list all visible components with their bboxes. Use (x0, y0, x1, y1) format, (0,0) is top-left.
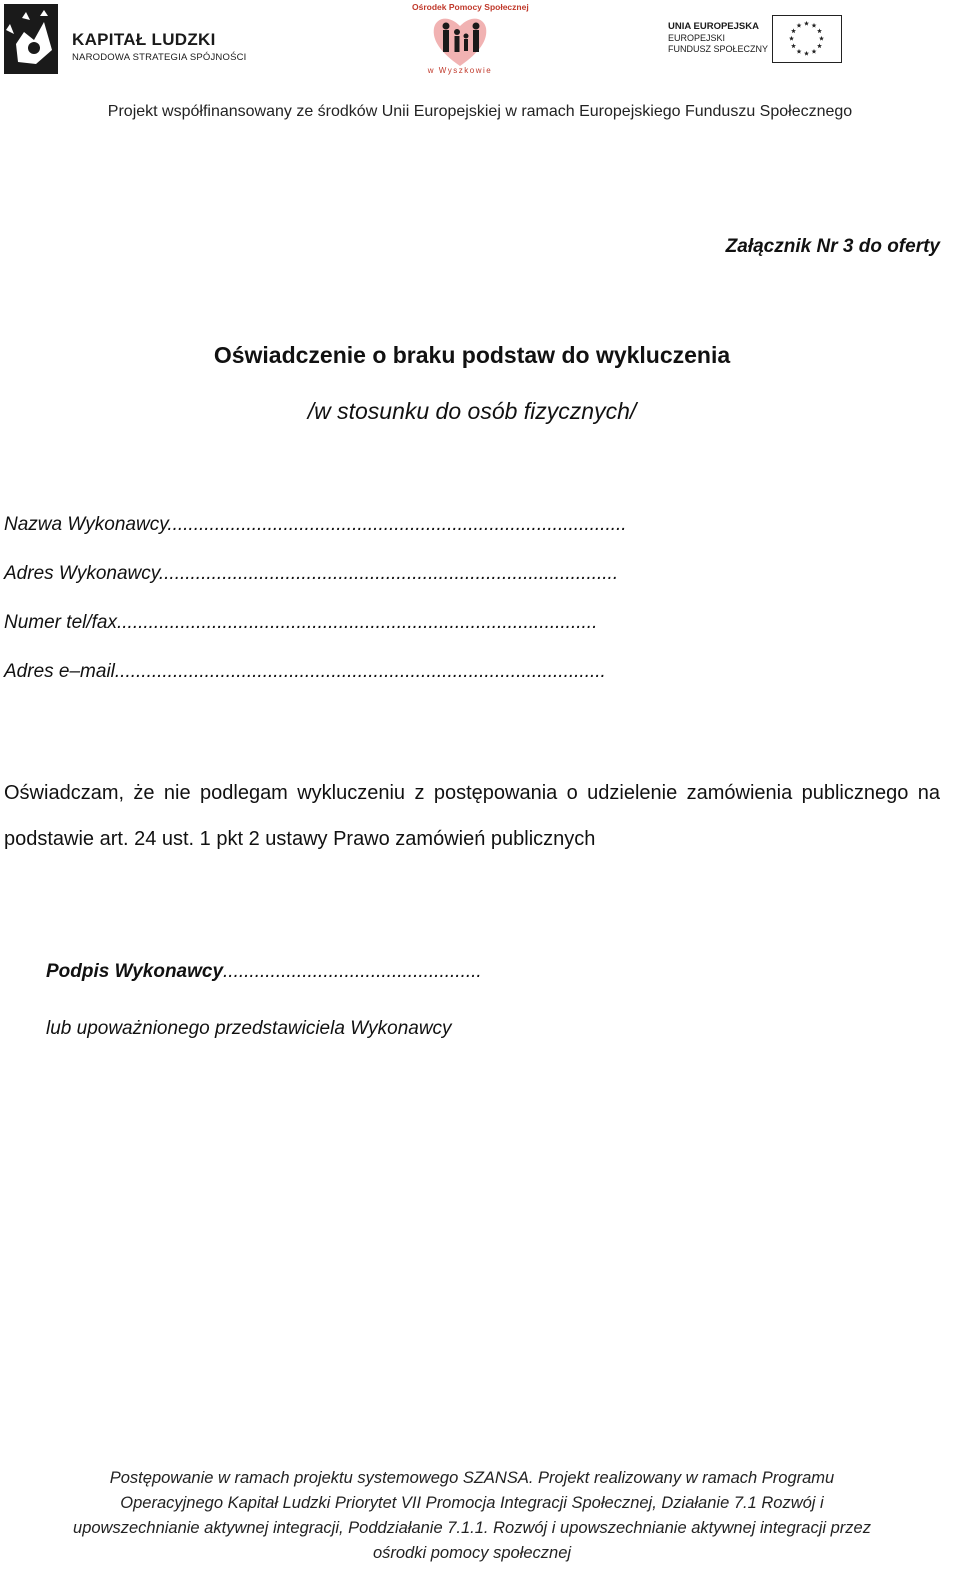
document-subtitle: /w stosunku do osób fizycznych/ (307, 398, 637, 424)
eu-star-icon (804, 21, 809, 26)
eu-line-1: UNIA EUROPEJSKA (668, 21, 759, 32)
eu-star-icon (812, 49, 817, 54)
footer-line: Operacyjnego Kapitał Ludzki Priorytet VII Promocja Integracji Społecznej, Działanie 7.1 Rozwój i (120, 1494, 824, 1512)
kapital-ludzki-subtitle: NARODOWA STRATEGIA SPÓJNOŚCI (72, 52, 247, 63)
footer-line: upowszechnianie aktywnej integracji, Poddziałanie 7.1.1. Rozwój i upowszechnianie aktywnej integracji przez (73, 1519, 871, 1537)
eu-star-icon (797, 23, 802, 28)
signature-label: Podpis Wykonawcy (46, 961, 224, 982)
eu-star-icon (817, 28, 822, 33)
field-contractor-name (4, 514, 627, 536)
ops-logo-top-text: Ośrodek Pomocy Społecznej (412, 2, 529, 12)
eu-line-2: EUROPEJSKI (668, 33, 726, 43)
kapital-ludzki-emblem-icon (4, 4, 68, 76)
eu-star-icon (791, 28, 796, 33)
field-label: Adres Wykonawcy (4, 563, 159, 584)
eu-star-icon (804, 51, 809, 56)
eu-stars-icon (773, 16, 840, 61)
footer-line: Postępowanie w ramach projektu systemowego SZANSA. Projekt realizowany w ramach Programu (109, 1469, 835, 1487)
field-dots: ............................................................................................. (114, 661, 606, 682)
declaration-statement: Oświadczam, że nie podlegam wykluczeniu z postępowania o udzielenie zamówienia publicznego na podstawie art. 24 ust. 1 pkt 2 ustawy Prawo zamówień publicznych (4, 782, 940, 850)
eu-flag (772, 15, 842, 63)
eu-logo-text (668, 21, 768, 61)
ops-logo-bottom-text: w Wyszkowie (427, 66, 493, 75)
field-label: Nazwa Wykonawcy (4, 514, 168, 535)
signature-line (46, 961, 482, 983)
eu-star-icon (819, 36, 824, 41)
footer (0, 1466, 944, 1566)
eu-star-icon (817, 43, 822, 48)
ops-wyszkow-logo (412, 2, 529, 80)
eu-line-3: FUNDUSZ SPOŁECZNY (668, 44, 769, 54)
family-heart-icon (430, 12, 490, 68)
eu-star-icon (812, 23, 817, 28)
project-cofinancing-line: Projekt współfinansowany ze środków Unii Europejskiej w ramach Europejskiego Funduszu Społecznego (107, 103, 853, 120)
eu-star-icon (791, 43, 796, 48)
field-dots: ....................................................................................... (158, 563, 619, 584)
field-label: Adres e–mail (4, 661, 115, 682)
field-phone-fax (4, 612, 597, 634)
kapital-ludzki-name: KAPITAŁ LUDZKI (72, 30, 216, 49)
annex-label: Załącznik Nr 3 do oferty (725, 236, 940, 257)
field-email (4, 661, 606, 683)
document-title: Oświadczenie o braku podstaw do wykluczenia (213, 342, 731, 368)
field-label: Numer tel/fax (4, 612, 117, 633)
kapital-ludzki-logo (4, 4, 247, 78)
eu-star-icon (797, 49, 802, 54)
field-dots: ....................................................................................... (167, 514, 627, 535)
field-dots: ........................................................................................... (116, 612, 598, 633)
signature-dots: ................................................. (223, 961, 482, 982)
footer-line: ośrodki pomocy społecznej (372, 1544, 572, 1562)
signature-note: lub upoważnionego przedstawiciela Wykonawcy (46, 1018, 452, 1039)
eu-star-icon (789, 36, 794, 41)
field-contractor-address (4, 563, 618, 585)
